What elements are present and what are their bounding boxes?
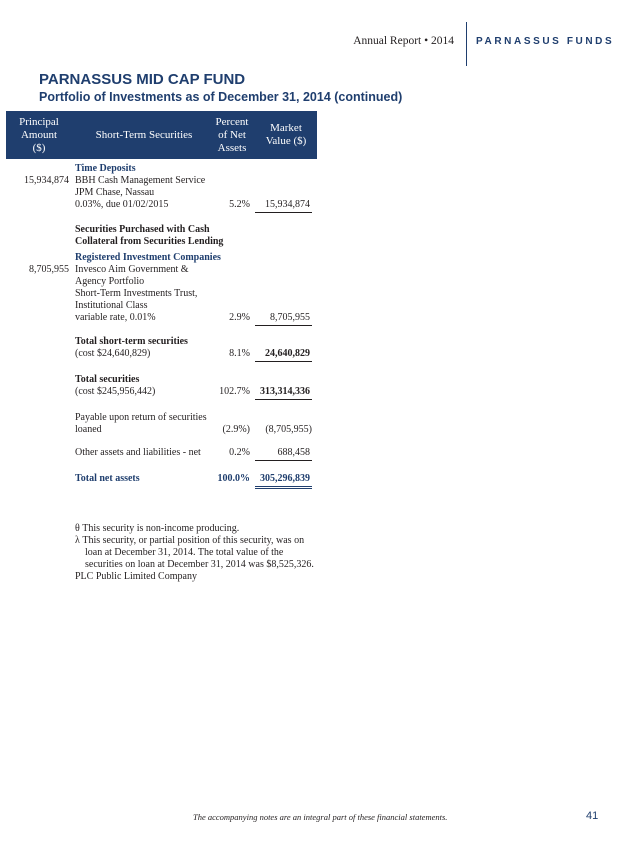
payable-label: Payable upon return of securities (75, 412, 207, 423)
footer-note: The accompanying notes are an integral part of these financial statements. (193, 812, 448, 822)
percent-net-assets: (2.9%) (222, 424, 250, 435)
payable-label: loaned (75, 424, 102, 435)
table-header (6, 111, 317, 159)
section-heading-time-deposits: Time Deposits (75, 163, 136, 174)
security-line: Invesco Aim Government & (75, 264, 189, 275)
total-securities-cost: (cost $245,956,442) (75, 386, 156, 397)
percent-net-assets: 2.9% (229, 312, 250, 323)
other-assets-label: Other assets and liabilities - net (75, 447, 201, 458)
market-value: 688,458 (277, 447, 310, 458)
percent-net-assets: 0.2% (229, 447, 250, 458)
footnote-non-income: θ This security is non-income producing. (75, 523, 240, 534)
security-line: Institutional Class (75, 300, 148, 311)
footnote-securities-on-loan: securities on loan at December 31, 2014 was $8,525,326. (85, 559, 314, 570)
subtotal-rule (255, 460, 312, 461)
total-rule (255, 486, 312, 487)
section-heading-collateral: Securities Purchased with Cash (75, 224, 210, 235)
total-securities-label: Total securities (75, 374, 140, 385)
percent-net-assets: 102.7% (219, 386, 250, 397)
market-value: 8,705,955 (270, 312, 310, 323)
security-line: Short-Term Investments Trust, (75, 288, 198, 299)
column-header-market-value: Market Value ($) (265, 122, 307, 147)
subtotal-rule (255, 212, 312, 213)
security-line: BBH Cash Management Service (75, 175, 206, 186)
column-header-percent: Percent of Net Assets (215, 116, 249, 154)
footnote-securities-on-loan: loan at December 31, 2014. The total value of the (85, 547, 284, 558)
security-line: 0.03%, due 01/02/2015 (75, 199, 169, 210)
footnote-securities-on-loan: λ This security, or partial position of this security, was on (75, 535, 305, 546)
column-header-principal: Principal Amount ($) (19, 116, 59, 154)
principal-amount: 8,705,955 (29, 264, 69, 275)
fund-title: PARNASSUS MID CAP FUND (39, 71, 246, 88)
brand-name: PARNASSUS FUNDS (476, 36, 615, 47)
header-divider (466, 22, 467, 66)
percent-net-assets: 8.1% (229, 348, 250, 359)
subtotal-rule (255, 325, 312, 326)
column-header-securities: Short-Term Securities (95, 129, 193, 141)
market-value: 305,296,839 (260, 473, 310, 484)
total-rule (255, 399, 312, 400)
total-rule (255, 361, 312, 362)
market-value: (8,705,955) (265, 424, 312, 435)
security-line: Agency Portfolio (75, 276, 145, 287)
market-value: 313,314,336 (260, 386, 310, 397)
total-rule (255, 488, 312, 489)
market-value: 24,640,829 (265, 348, 310, 359)
portfolio-title: Portfolio of Investments as of December 31, 2014 (continued) (39, 90, 403, 104)
total-short-term-cost: (cost $24,640,829) (75, 348, 151, 359)
footnote-plc: PLC Public Limited Company (75, 571, 197, 582)
section-heading-collateral: Collateral from Securities Lending (75, 236, 224, 247)
total-net-assets-label: Total net assets (75, 473, 140, 484)
percent-net-assets: 100.0% (217, 473, 250, 484)
report-header: Annual Report • 2014 (353, 35, 454, 47)
security-line: variable rate, 0.01% (75, 312, 156, 323)
security-line: JPM Chase, Nassau (75, 187, 155, 198)
market-value: 15,934,874 (265, 199, 310, 210)
page-number: 41 (586, 810, 599, 822)
total-short-term-label: Total short-term securities (75, 336, 188, 347)
percent-net-assets: 5.2% (229, 199, 250, 210)
subheading-registered-investment-companies: Registered Investment Companies (75, 252, 221, 263)
principal-amount: 15,934,874 (24, 175, 69, 186)
